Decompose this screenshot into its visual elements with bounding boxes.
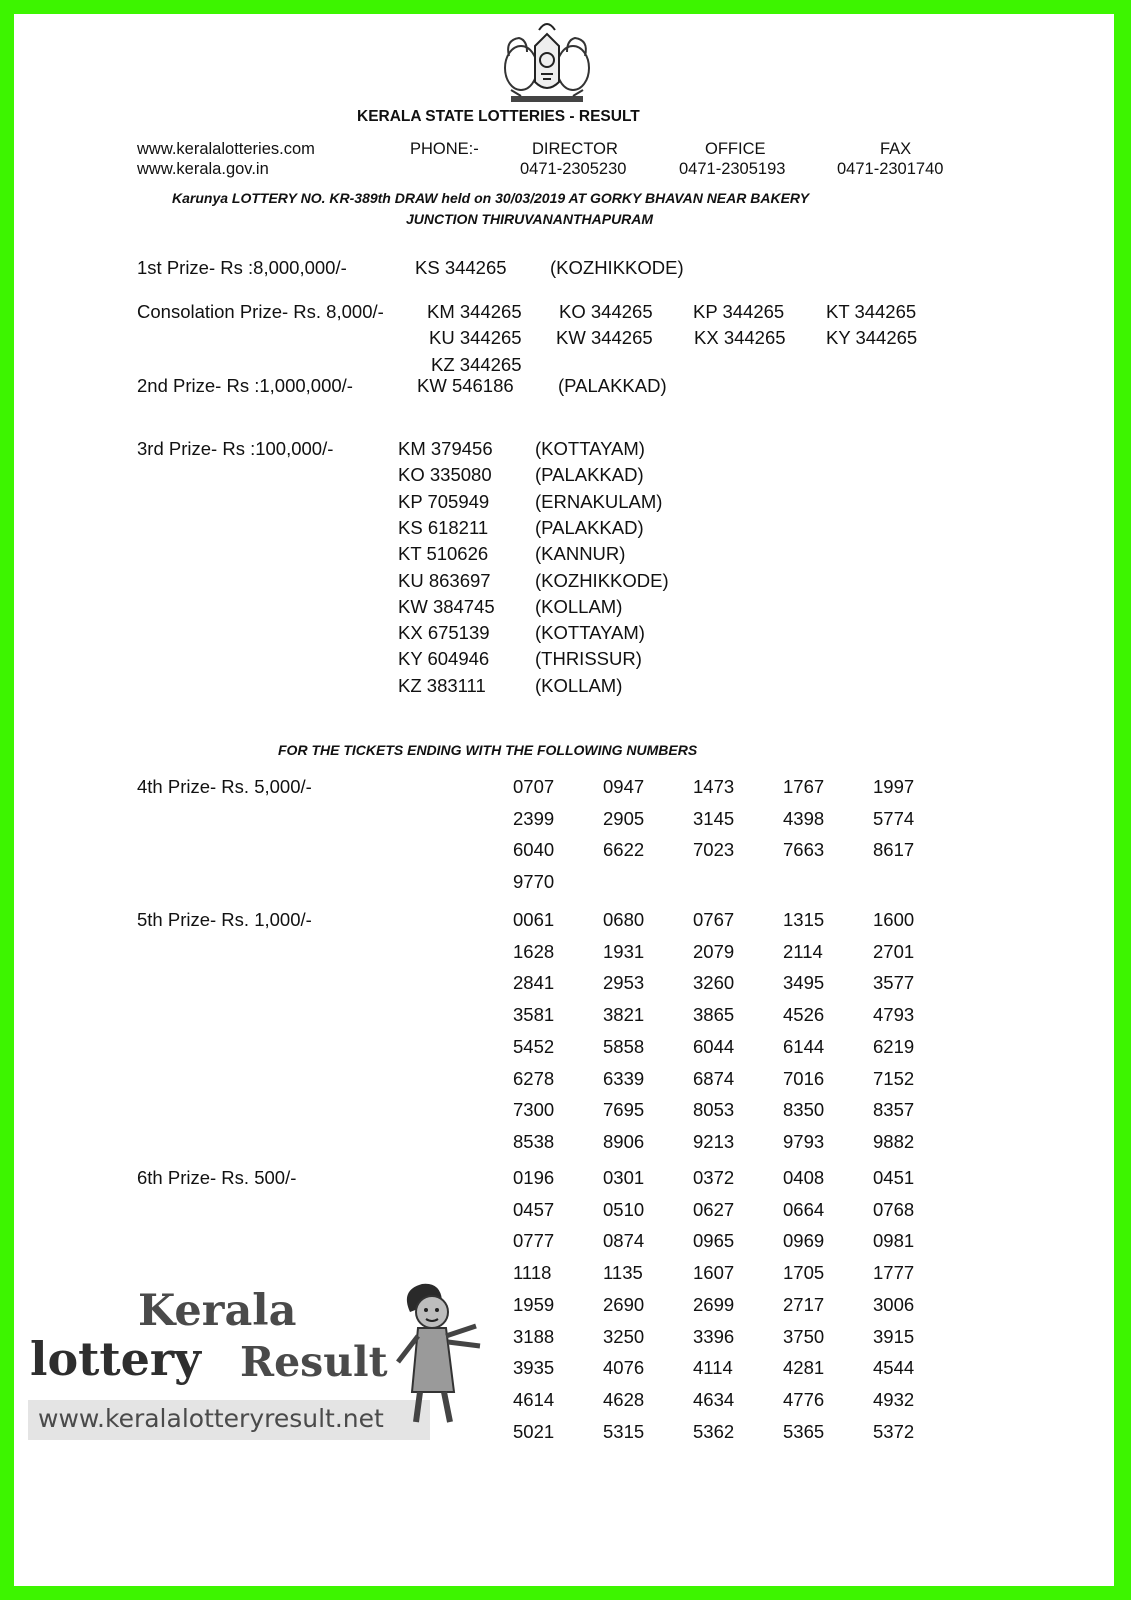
draw-info-line-2: JUNCTION THIRUVANANTHAPURAM — [406, 211, 654, 227]
third-prize-ticket: KS 618211 — [398, 516, 489, 538]
ending-number: 3915 — [873, 1325, 915, 1347]
first-prize-label: 1st Prize- Rs :8,000,000/- — [137, 257, 347, 278]
ending-number: 8357 — [873, 1099, 915, 1121]
ending-number: 6144 — [783, 1035, 825, 1057]
watermark-url[interactable]: www.keralalotteryresult.net — [38, 1404, 384, 1433]
ending-number: 1705 — [783, 1262, 825, 1284]
ending-number: 3250 — [603, 1325, 645, 1347]
ending-number: 0457 — [513, 1198, 555, 1220]
third-prize-place: (THRISSUR) — [535, 648, 642, 670]
third-prize-place: (PALAKKAD) — [535, 464, 644, 486]
ending-number: 6044 — [693, 1035, 735, 1057]
ending-number: 1959 — [513, 1293, 555, 1315]
ending-number: 7300 — [513, 1099, 555, 1121]
ending-number: 1315 — [783, 909, 825, 930]
ending-number: 5315 — [603, 1420, 645, 1442]
third-prize-place: (KOLLAM) — [535, 595, 623, 617]
consolation-ticket: KP 344265 — [693, 301, 785, 322]
ending-number: 9213 — [693, 1130, 735, 1152]
ending-number: 1628 — [513, 940, 555, 962]
consolation-prize-label: Consolation Prize- Rs. 8,000/- — [137, 301, 384, 322]
ending-number: 7016 — [783, 1067, 825, 1089]
ending-number: 1473 — [693, 776, 735, 797]
ending-number: 0680 — [603, 909, 645, 930]
third-prize-ticket: KO 335080 — [398, 464, 492, 486]
page-title: KERALA STATE LOTTERIES - RESULT — [357, 108, 640, 125]
ending-number: 0664 — [783, 1198, 825, 1220]
ending-number: 4628 — [603, 1388, 645, 1410]
mascot-icon — [390, 1282, 486, 1432]
ending-number: 7152 — [873, 1067, 915, 1089]
ending-number: 3577 — [873, 972, 915, 994]
draw-info-line-1: Karunya LOTTERY NO. KR-389th DRAW held on 30/03/2019 AT GORKY BHAVAN NEAR BAKERY — [172, 190, 810, 206]
kerala-emblem-icon — [501, 16, 593, 106]
ending-number: 2717 — [783, 1293, 825, 1315]
ending-number: 8053 — [693, 1099, 735, 1121]
ending-number: 0981 — [873, 1230, 915, 1252]
ending-number: 8617 — [873, 839, 915, 861]
ending-number: 4281 — [783, 1357, 825, 1379]
ending-number: 0767 — [693, 909, 735, 930]
ending-number: 1135 — [603, 1262, 643, 1284]
ending-number: 8906 — [603, 1130, 645, 1152]
third-prize-ticket: KP 705949 — [398, 490, 490, 512]
consolation-ticket: KZ 344265 — [431, 354, 522, 375]
website-link-2[interactable]: www.kerala.gov.in — [137, 160, 269, 178]
third-prize-label: 3rd Prize- Rs :100,000/- — [137, 438, 334, 459]
ending-number: 3935 — [513, 1357, 555, 1379]
ending-number: 0627 — [693, 1198, 735, 1220]
third-prize-place: (PALAKKAD) — [535, 516, 644, 538]
ending-number: 4634 — [693, 1388, 735, 1410]
fax-label: FAX — [880, 140, 912, 158]
ending-number: 2079 — [693, 940, 735, 962]
ending-number: 7023 — [693, 839, 735, 861]
ending-number: 3821 — [603, 1004, 645, 1026]
ending-number: 9770 — [513, 871, 555, 893]
website-link-1[interactable]: www.keralalotteries.com — [137, 140, 315, 158]
consolation-ticket: KO 344265 — [559, 301, 653, 322]
ending-number: 4076 — [603, 1357, 645, 1379]
ending-number: 1118 — [513, 1262, 552, 1284]
ending-number: 2399 — [513, 807, 555, 829]
director-label: DIRECTOR — [532, 140, 618, 158]
second-prize-ticket: KW 546186 — [417, 375, 514, 396]
ending-number: 2953 — [603, 972, 645, 994]
ending-number: 4776 — [783, 1388, 825, 1410]
ending-number: 8538 — [513, 1130, 555, 1152]
third-prize-ticket: KW 384745 — [398, 595, 495, 617]
ending-number: 5774 — [873, 807, 915, 829]
ending-number: 0061 — [513, 909, 555, 930]
consolation-ticket: KU 344265 — [429, 327, 522, 348]
phone-label: PHONE:- — [410, 140, 479, 158]
ending-number: 2841 — [513, 972, 555, 994]
ending-number: 7663 — [783, 839, 825, 861]
ending-number: 2905 — [603, 807, 645, 829]
third-prize-ticket: KY 604946 — [398, 648, 490, 670]
ending-number: 1777 — [873, 1262, 915, 1284]
sixth-prize-label: 6th Prize- Rs. 500/- — [137, 1167, 297, 1188]
ending-number: 6219 — [873, 1035, 915, 1057]
result-page — [14, 14, 1114, 1586]
ending-number: 3145 — [693, 807, 735, 829]
third-prize-place: (KOZHIKKODE) — [535, 569, 669, 591]
ending-number: 9882 — [873, 1130, 915, 1152]
ending-number: 5021 — [513, 1420, 555, 1442]
ending-number: 5362 — [693, 1420, 735, 1442]
fourth-prize-label: 4th Prize- Rs. 5,000/- — [137, 776, 312, 797]
ending-number: 0874 — [603, 1230, 645, 1252]
ending-number: 4614 — [513, 1388, 555, 1410]
ending-number: 2699 — [693, 1293, 735, 1315]
ending-number: 0768 — [873, 1198, 915, 1220]
ending-number: 0196 — [513, 1167, 555, 1188]
ending-number: 0969 — [783, 1230, 825, 1252]
ending-number: 0408 — [783, 1167, 825, 1188]
ending-number: 2690 — [603, 1293, 645, 1315]
ending-number: 3581 — [513, 1004, 555, 1026]
watermark-word-kerala: Kerala — [138, 1286, 297, 1336]
third-prize-ticket: KT 510626 — [398, 543, 489, 565]
watermark-word-result: Result — [240, 1338, 388, 1386]
consolation-ticket: KW 344265 — [556, 327, 653, 348]
ending-number: 4526 — [783, 1004, 825, 1026]
ending-number: 1767 — [783, 776, 825, 797]
ending-number: 0947 — [603, 776, 645, 797]
ending-number: 0301 — [603, 1167, 645, 1188]
ending-number: 3396 — [693, 1325, 735, 1347]
ending-number: 3865 — [693, 1004, 735, 1026]
third-prize-ticket: KU 863697 — [398, 569, 491, 591]
second-prize-label: 2nd Prize- Rs :1,000,000/- — [137, 375, 353, 396]
ending-number: 1931 — [603, 940, 645, 962]
ending-number: 0707 — [513, 776, 555, 797]
consolation-ticket: KM 344265 — [427, 301, 522, 322]
third-prize-place: (ERNAKULAM) — [535, 490, 663, 512]
ending-number: 5365 — [783, 1420, 825, 1442]
ending-number: 4544 — [873, 1357, 915, 1379]
ending-number: 6622 — [603, 839, 645, 861]
ending-number: 0451 — [873, 1167, 915, 1188]
fifth-prize-label: 5th Prize- Rs. 1,000/- — [137, 909, 312, 930]
ending-number: 2701 — [873, 940, 915, 962]
third-prize-ticket: KM 379456 — [398, 438, 493, 459]
ending-number: 4114 — [693, 1357, 733, 1379]
ending-number: 3750 — [783, 1325, 825, 1347]
endings-heading: FOR THE TICKETS ENDING WITH THE FOLLOWING NUMBERS — [278, 742, 698, 758]
ending-number: 0777 — [513, 1230, 555, 1252]
consolation-ticket: KY 344265 — [826, 327, 918, 348]
ending-number: 8350 — [783, 1099, 825, 1121]
third-prize-ticket: KX 675139 — [398, 622, 490, 644]
ending-number: 5372 — [873, 1420, 915, 1442]
ending-number: 2114 — [783, 940, 823, 962]
ending-number: 0372 — [693, 1167, 735, 1188]
third-prize-place: (KOTTAYAM) — [535, 438, 645, 459]
ending-number: 0965 — [693, 1230, 735, 1252]
ending-number: 0510 — [603, 1198, 645, 1220]
ending-number: 3260 — [693, 972, 735, 994]
ending-number: 5452 — [513, 1035, 555, 1057]
ending-number: 1600 — [873, 909, 915, 930]
office-label: OFFICE — [705, 140, 766, 158]
first-prize-ticket: KS 344265 — [415, 257, 507, 278]
ending-number: 4793 — [873, 1004, 915, 1026]
third-prize-ticket: KZ 383111 — [398, 674, 486, 696]
office-phone: 0471-2305193 — [679, 160, 786, 178]
first-prize-place: (KOZHIKKODE) — [550, 257, 684, 278]
ending-number: 3495 — [783, 972, 825, 994]
ending-number: 6278 — [513, 1067, 555, 1089]
fax-phone: 0471-2301740 — [837, 160, 944, 178]
second-prize-place: (PALAKKAD) — [558, 375, 667, 396]
ending-number: 4398 — [783, 807, 825, 829]
watermark-logo — [28, 1282, 498, 1472]
watermark-word-lottery: lottery — [30, 1332, 201, 1386]
third-prize-place: (KANNUR) — [535, 543, 626, 565]
third-prize-place: (KOLLAM) — [535, 674, 623, 696]
ending-number: 1997 — [873, 776, 915, 797]
ending-number: 7695 — [603, 1099, 645, 1121]
third-prize-place: (KOTTAYAM) — [535, 622, 645, 644]
consolation-ticket: KX 344265 — [694, 327, 786, 348]
ending-number: 5858 — [603, 1035, 645, 1057]
ending-number: 4932 — [873, 1388, 915, 1410]
director-phone: 0471-2305230 — [520, 160, 627, 178]
ending-number: 3006 — [873, 1293, 915, 1315]
ending-number: 1607 — [693, 1262, 735, 1284]
ending-number: 9793 — [783, 1130, 825, 1152]
ending-number: 6874 — [693, 1067, 735, 1089]
consolation-ticket: KT 344265 — [826, 301, 917, 322]
ending-number: 6339 — [603, 1067, 645, 1089]
ending-number: 6040 — [513, 839, 555, 861]
ending-number: 3188 — [513, 1325, 555, 1347]
